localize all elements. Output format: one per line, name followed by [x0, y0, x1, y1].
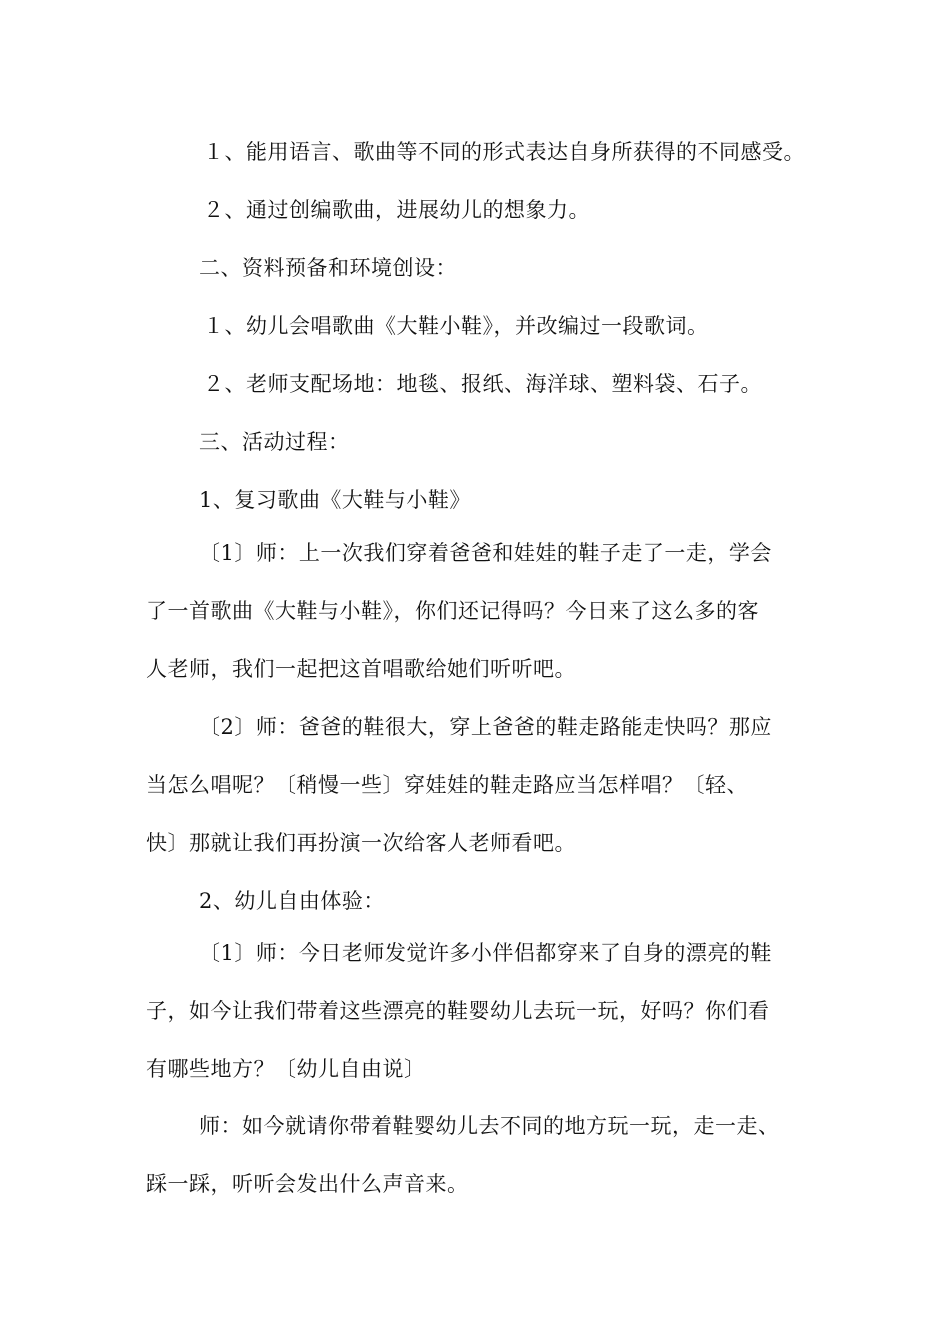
paragraph-line: 人老师，我们一起把这首唱歌给她们听听吧。 [146, 657, 576, 681]
paragraph-line: 当怎么唱呢？〔稍慢一些〕穿娃娃的鞋走路应当怎样唱？〔轻、 [146, 773, 748, 797]
process-step-1-heading: 1、复习歌曲《大鞋与小鞋》 [199, 488, 471, 512]
paragraph-line: 〔2〕师：爸爸的鞋很大，穿上爸爸的鞋走路能走快吗？那应 [199, 715, 772, 739]
paragraph-line: 踩一踩，听听会发出什么声音来。 [146, 1172, 469, 1196]
materials-1-line: １、幼儿会唱歌曲《大鞋小鞋》，并改编过一段歌词。 [203, 314, 709, 338]
objective-2-line: ２、通过创编歌曲，进展幼儿的想象力。 [203, 198, 590, 222]
paragraph-line: 了一首歌曲《大鞋与小鞋》，你们还记得吗？今日来了这么多的客 [146, 599, 759, 623]
paragraph-line: 师：如今就请你带着鞋婴幼儿去不同的地方玩一玩，走一走、 [199, 1114, 780, 1138]
objective-1-line: １、能用语言、歌曲等不同的形式表达自身所获得的不同感受。 [203, 140, 805, 164]
paragraph-line: 〔1〕师：上一次我们穿着爸爸和娃娃的鞋子走了一走，学会 [199, 541, 772, 565]
process-step-2-heading: 2、幼儿自由体验： [199, 889, 385, 913]
paragraph-line: 快〕那就让我们再扮演一次给客人老师看吧。 [146, 831, 576, 855]
section-materials-heading: 二、资料预备和环境创设： [199, 256, 457, 280]
paragraph-line: 子，如今让我们带着这些漂亮的鞋婴幼儿去玩一玩，好吗？你们看 [146, 999, 770, 1023]
materials-2-line: ２、老师支配场地：地毯、报纸、海洋球、塑料袋、石子。 [203, 372, 762, 396]
paragraph-line: 有哪些地方？〔幼儿自由说〕 [146, 1057, 426, 1081]
section-process-heading: 三、活动过程： [199, 430, 350, 454]
paragraph-line: 〔1〕师：今日老师发觉许多小伴侣都穿来了自身的漂亮的鞋 [199, 941, 772, 965]
